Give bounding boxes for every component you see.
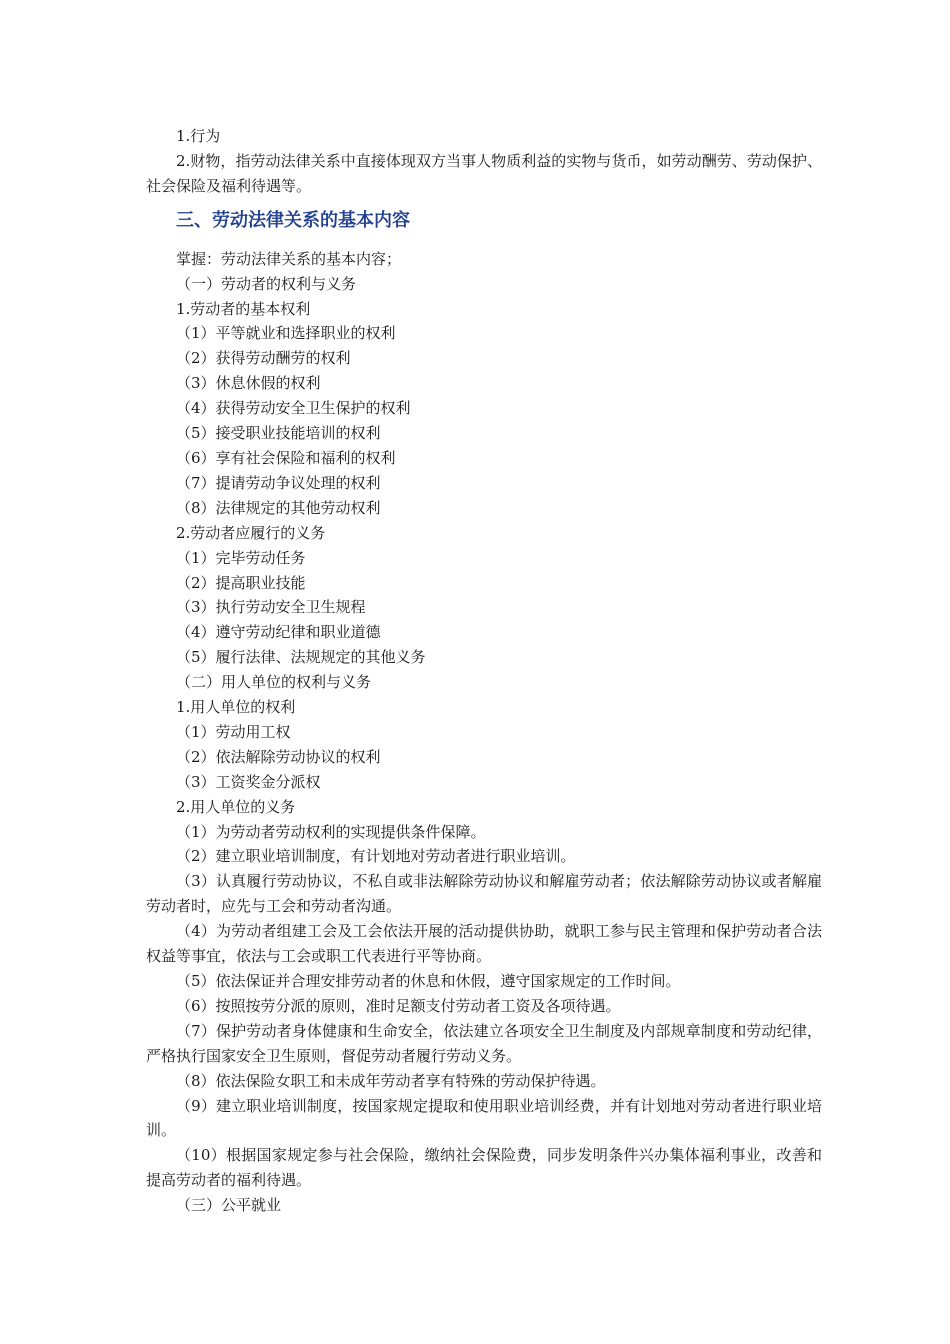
list-item: （2）获得劳动酬劳的权利 bbox=[176, 349, 351, 368]
list-item: （5）依法保证并合理安排劳动者的休息和休假，遵守国家规定的工作时间。 bbox=[176, 972, 681, 990]
list-item: （9）建立职业培训制度，按国家规定提取和使用职业培训经费，并有计划地对劳动者进行职业培训。 bbox=[146, 1096, 822, 1140]
list-item: （2）提高职业技能 bbox=[176, 573, 306, 592]
document-body bbox=[146, 124, 822, 1218]
section-heading: 三、劳动法律关系的基本内容 bbox=[176, 209, 410, 231]
master-note: 掌握：劳动法律关系的基本内容； bbox=[176, 249, 402, 268]
list-item: （5）接受职业技能培训的权利 bbox=[176, 424, 381, 443]
list-item: （8）法律规定的其他劳动权利 bbox=[176, 498, 381, 517]
list-item: （10）根据国家规定参与社会保险，缴纳社会保险费，同步发明条件兴办集体福利事业，改善和提高劳动者的福利待遇。 bbox=[146, 1146, 822, 1190]
list-item: （2）依法解除劳动协议的权利 bbox=[176, 747, 381, 766]
part2-rights-title: 1.用人单位的权利 bbox=[176, 698, 296, 717]
list-item: （3）认真履行劳动协议，不私自或非法解除劳动协议和解雇劳动者；依法解除劳动协议或者解雇劳动者时，应先与工会和劳动者沟通。 bbox=[146, 872, 822, 916]
list-item: （1）完毕劳动任务 bbox=[176, 548, 306, 567]
intro-item-1: 1.行为 bbox=[176, 127, 221, 145]
list-item: （4）为劳动者组建工会及工会依法开展的活动提供协助，就职工参与民主管理和保护劳动者合法权益等事宜，依法与工会或职工代表进行平等协商。 bbox=[146, 922, 822, 966]
list-item: （1）为劳动者劳动权利的实现提供条件保障。 bbox=[176, 822, 486, 841]
list-item: （7）保护劳动者身体健康和生命安全，依法建立各项安全卫生制度及内部规章制度和劳动纪律，严格执行国家安全卫生原则，督促劳动者履行劳动义务。 bbox=[146, 1021, 822, 1065]
list-item: （3）休息休假的权利 bbox=[176, 374, 321, 393]
part3-title: （三）公平就业 bbox=[176, 1196, 282, 1215]
list-item: （1）平等就业和选择职业的权利 bbox=[176, 324, 396, 343]
list-item: （6）享有社会保险和福利的权利 bbox=[176, 448, 396, 467]
list-item: （4）获得劳动安全卫生保护的权利 bbox=[176, 399, 411, 418]
list-item: （3）工资奖金分派权 bbox=[176, 772, 321, 791]
part1-title: （一）劳动者的权利与义务 bbox=[176, 274, 357, 293]
part2-duties-title: 2.用人单位的义务 bbox=[176, 797, 296, 816]
list-item: （6）按照按劳分派的原则，准时足额支付劳动者工资及各项待遇。 bbox=[176, 996, 621, 1015]
list-item: （5）履行法律、法规规定的其他义务 bbox=[176, 648, 426, 667]
list-item: （4）遵守劳动纪律和职业道德 bbox=[176, 623, 381, 642]
intro-item-2: 2.财物，指劳动法律关系中直接体现双方当事人物质利益的实物与货币，如劳动酬劳、劳动保护、社会保险及福利待遇等。 bbox=[146, 151, 822, 195]
list-item: （8）依法保险女职工和未成年劳动者享有特殊的劳动保护待遇。 bbox=[176, 1071, 606, 1090]
part1-rights-title: 1.劳动者的基本权利 bbox=[176, 299, 311, 318]
part1-duties-title: 2.劳动者应履行的义务 bbox=[176, 523, 326, 542]
list-item: （1）劳动用工权 bbox=[176, 722, 291, 741]
part2-title: （二）用人单位的权利与义务 bbox=[176, 673, 372, 692]
list-item: （7）提请劳动争议处理的权利 bbox=[176, 473, 381, 492]
list-item: （2）建立职业培训制度，有计划地对劳动者进行职业培训。 bbox=[176, 847, 576, 866]
list-item: （3）执行劳动安全卫生规程 bbox=[176, 598, 366, 617]
